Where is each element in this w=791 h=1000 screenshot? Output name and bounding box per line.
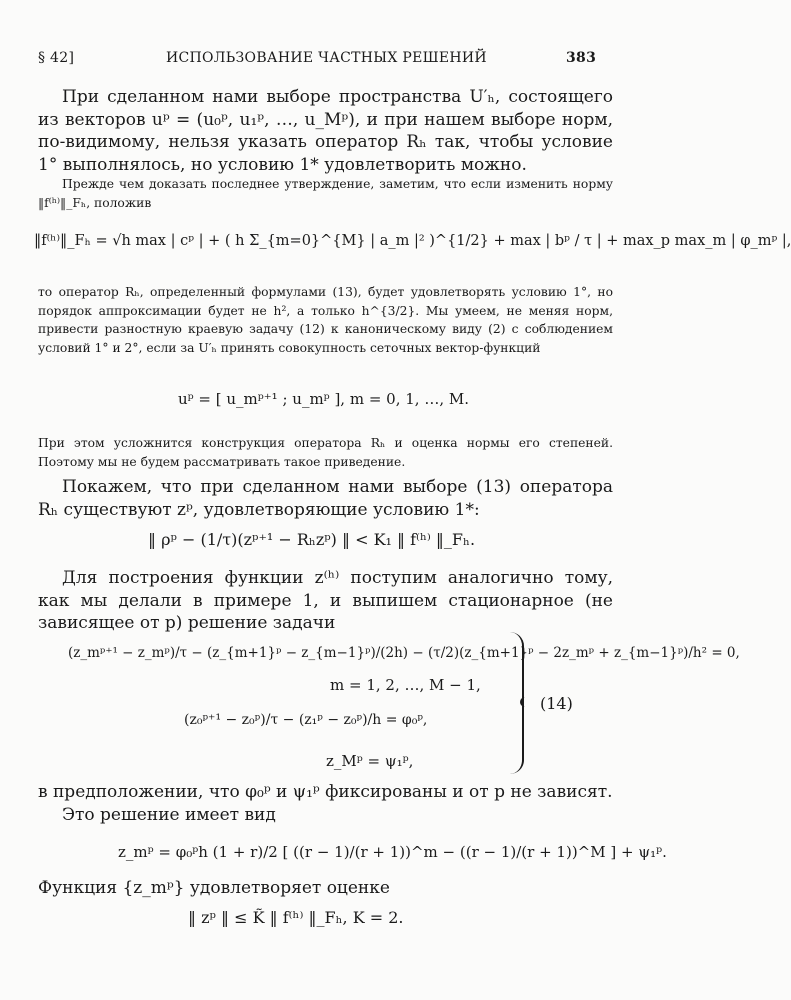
running-title: ИСПОЛЬЗОВАНИЕ ЧАСТНЫХ РЕШЕНИЙ (166, 50, 487, 66)
system-row-2: m = 1, 2, …, M − 1, (330, 676, 481, 694)
paragraph-5: Покажем, что при сделанном нами выборе (13) оператора Rₕ существуют zᵖ, удовлетворяющие условию 1*: (38, 477, 613, 520)
system-row-1: (z_mᵖ⁺¹ − z_mᵖ)/τ − (z_{m+1}ᵖ − z_{m−1}ᵖ)/(2h) − (τ/2)(z_{m+1}ᵖ − 2z_mᵖ + z_{m−1}ᵖ)/h² = 0, (68, 645, 740, 661)
paragraph-4: При этом усложнится конструкция оператора Rₕ и оценка нормы его степеней. Поэтому мы не будем рассматривать такое приведение. (38, 436, 613, 469)
paragraph-3: то оператор Rₕ, определенный формулами (13), будет удовлетворять условию 1°, но порядок аппроксимации будет не h², а только h^{3/2}. Мы умеем, не меняя норм, привести разностную краевую задачу (12) к каноническому виду (2) с соблюдением условий 1° и 2°, если за U′ₕ принять совокупность сеточных вектор-функций (38, 285, 613, 355)
paragraph-1: При сделанном нами выборе пространства U′ₕ, состоящего из векторов uᵖ = (u₀ᵖ, u₁ᵖ, …, u_Mᵖ), и при нашем выборе норм, по-видимому, нельзя указать оператор Rₕ так, чтобы условие 1° выполнялось, но условию 1* удовлетворить можно. (38, 87, 613, 175)
equation-label-14: (14) (540, 694, 573, 713)
paragraph-8: Это решение имеет вид (62, 805, 276, 825)
formula-solution: z_mᵖ = φ₀ᵖh (1 + r)/2 [ ((r − 1)/(r + 1))^m − ((r − 1)/(r + 1))^M ] + ψ₁ᵖ. (118, 843, 667, 861)
right-brace-tip (520, 697, 532, 707)
system-row-3: (z₀ᵖ⁺¹ − z₀ᵖ)/τ − (z₁ᵖ − z₀ᵖ)/h = φ₀ᵖ, (184, 712, 428, 728)
paragraph-7: в предположении, что φ₀ᵖ и ψ₁ᵖ фиксированы и от p не зависят. (38, 782, 613, 802)
formula-norm: ‖f⁽ʰ⁾‖_Fₕ = √h max | cᵖ | + ( h Σ_{m=0}^{M} | a_m |² )^{1/2} + max | bᵖ / τ | + max_p max_m | φ_mᵖ |, (34, 233, 791, 249)
system-row-4: z_Mᵖ = ψ₁ᵖ, (326, 752, 414, 770)
formula-vector: uᵖ = [ u_mᵖ⁺¹ ; u_mᵖ ], m = 0, 1, …, M. (178, 390, 469, 408)
section-marker: § 42] (38, 50, 75, 66)
paragraph-6: Для построения функции z⁽ʰ⁾ поступим аналогично тому, как мы делали в примере 1, и выпишем стационарное (не зависящее от p) решение задачи (38, 568, 613, 633)
paragraph-9: Функция {z_mᵖ} удовлетворяет оценке (38, 878, 390, 898)
formula-condition: ‖ ρᵖ − (1/τ)(zᵖ⁺¹ − Rₕzᵖ) ‖ < K₁ ‖ f⁽ʰ⁾ ‖_Fₕ. (148, 530, 476, 549)
paragraph-2: Прежде чем доказать последнее утверждение, заметим, что если изменить норму ‖f⁽ʰ⁾‖_Fₕ, положив (38, 177, 613, 210)
formula-estimate: ‖ zᵖ ‖ ≤ K̃ ‖ f⁽ʰ⁾ ‖_Fₕ, K = 2. (188, 908, 404, 927)
page-number: 383 (566, 50, 597, 66)
